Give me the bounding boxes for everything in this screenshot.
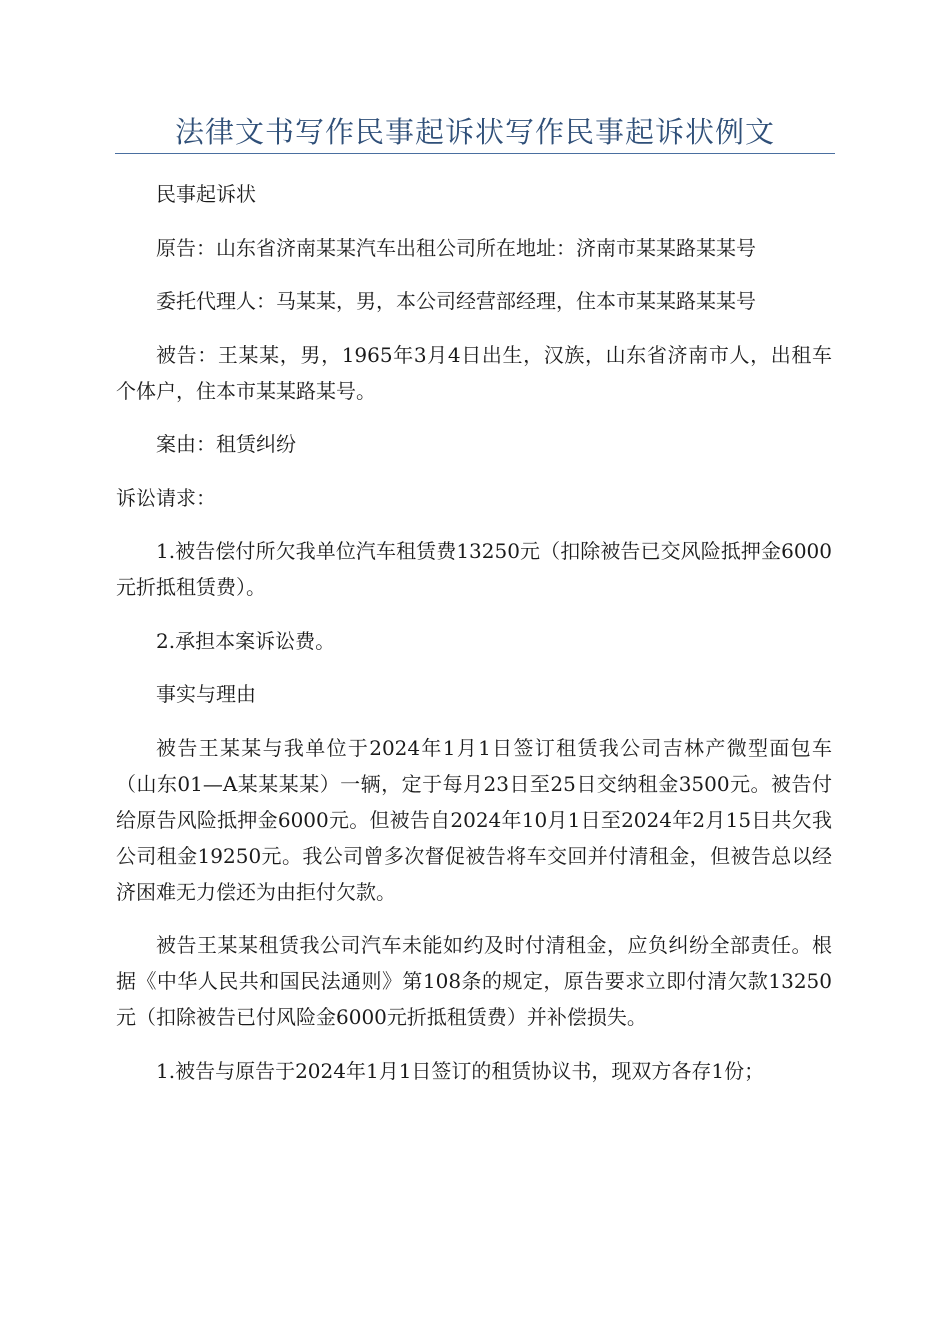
paragraph-cause: 案由：租赁纠纷 [156,432,296,456]
paragraph-reasons: 被告王某某租赁我公司汽车未能如约及时付清租金，应负纠纷全部责任。根据《中华人民共和国民法通则》第108条的规定，原告要求立即付清欠款13250元（扣除被告已付风险金6000元折抵租赁费）并补偿损失。 [116,933,832,1029]
paragraph-claim-2: 2.承担本案诉讼费。 [156,628,336,653]
paragraph-defendant: 被告：王某某，男，1965年3月4日出生，汉族，山东省济南市人，出租车个体户，住本市某某路某号。 [116,342,832,403]
paragraph-heading: 民事起诉状 [156,182,256,206]
paragraph-facts-heading: 事实与理由 [156,682,256,706]
document-title: 法律文书写作民事起诉状写作民事起诉状例文 [174,115,775,149]
paragraph-claims-heading: 诉讼请求： [116,485,216,510]
paragraph-agent: 委托代理人：马某某，男，本公司经营部经理，住本市某某路某某号 [156,289,756,313]
paragraph-plaintiff: 原告：山东省济南某某汽车出租公司所在地址：济南市某某路某某号 [156,235,756,260]
paragraph-claim-1: 1.被告偿付所欠我单位汽车租赁费13250元（扣除被告已交风险抵押金6000元折抵租赁费）。 [116,539,832,599]
paragraph-facts: 被告王某某与我单位于2024年1月1日签订租赁我公司吉林产微型面包车（山东01—A某某某某）一辆，定于每月23日至25日交纳租金3500元。被告付给原告风险抵押金6000元。但被告自2024年10月1日至2024年2月15日共欠我公司租金19250元。我公司曾多次督促被告将车交回并付清租金，但被告总以经济困难无力偿还为由拒付欠款。 [116,735,832,904]
title-underline [115,153,835,154]
document-body [116,176,832,1106]
paragraph-evidence-1: 1.被告与原告于2024年1月1日签订的租赁协议书，现双方各存1份； [156,1058,765,1083]
